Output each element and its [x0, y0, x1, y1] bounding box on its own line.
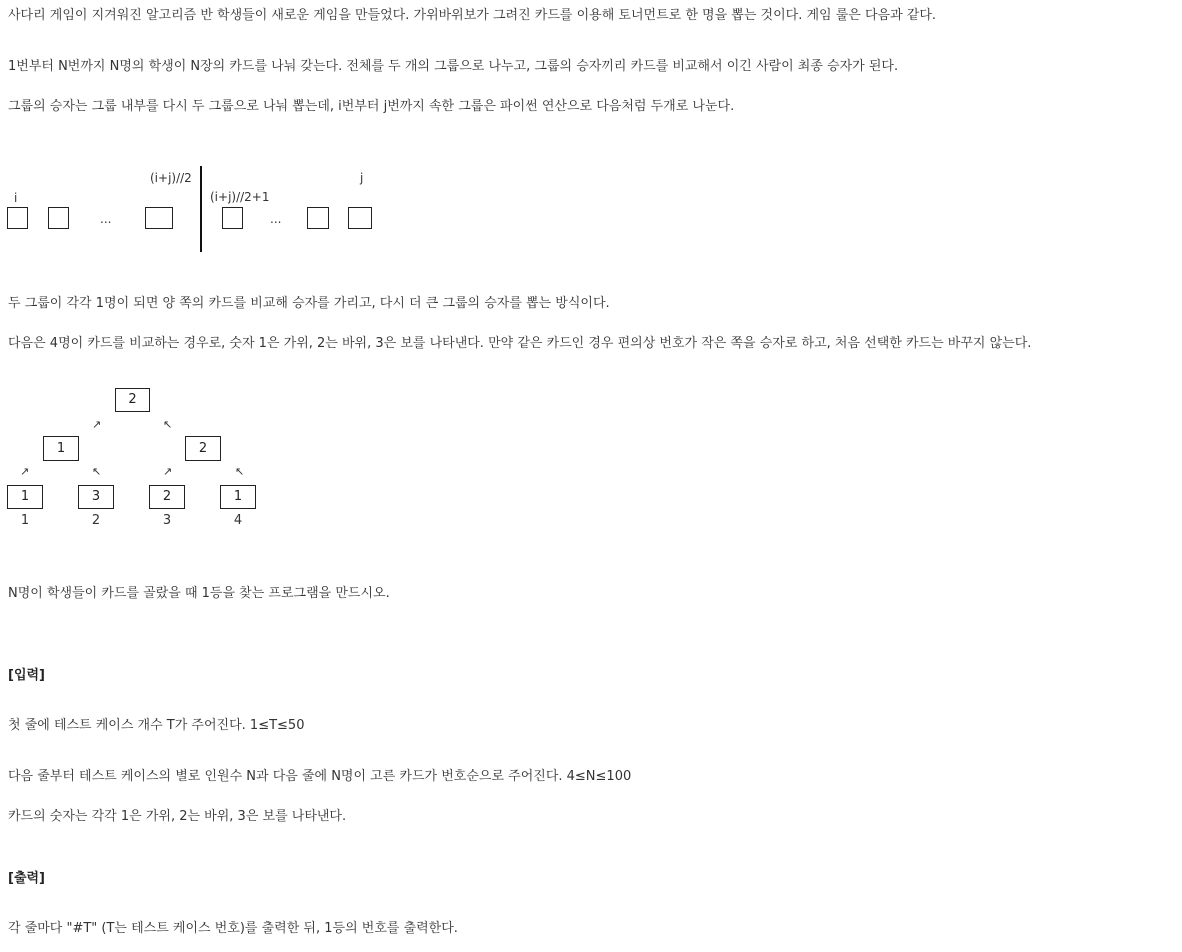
label-mid: (i+j)//2 — [150, 171, 192, 185]
card-box — [48, 207, 69, 229]
card-box-mid-plus — [222, 207, 243, 229]
output-line-1: 각 줄마다 "#T" (T는 테스트 케이스 번호)를 출력한 뒤, 1등의 번호를 출력한다. — [8, 921, 458, 936]
rules-paragraph: 1번부터 N번까지 N명의 학생이 N장의 카드를 나눠 갖는다. 전체를 두 개의 그룹으로 나누고, 그룹의 승자끼리 카드를 비교해서 이긴 사람이 최종 승자가 된다. — [8, 59, 899, 74]
intro-paragraph: 사다리 게임이 지겨워진 알고리즘 반 학생들이 새로운 게임을 만들었다. 가위바위보가 그려진 카드를 이용해 토너먼트로 한 명을 뽑는 것이다. 게임 룰은 다음과 같다. — [8, 8, 937, 23]
compare-paragraph: 두 그룹이 각각 1명이 되면 양 쪽의 카드를 비교해 승자를 가리고, 다시 더 큰 그룹의 승자를 뽑는 방식이다. — [8, 296, 610, 311]
card-box-mid — [145, 207, 173, 229]
input-line-3: 카드의 숫자는 각각 1은 가위, 2는 바위, 3은 보를 나타낸다. — [8, 809, 347, 824]
tree-level1-right: 2 — [185, 436, 221, 461]
tree-level1-left: 1 — [43, 436, 79, 461]
input-line-2: 다음 줄부터 테스트 케이스의 별로 인원수 N과 다음 줄에 N명이 고른 카드가 번호순으로 주어진다. 4≤N≤100 — [8, 769, 632, 784]
label-mid-plus: (i+j)//2+1 — [210, 190, 270, 204]
label-j: j — [360, 171, 364, 185]
input-heading: [입력] — [8, 668, 45, 683]
tree-index: 4 — [233, 513, 243, 528]
card-box — [7, 207, 28, 229]
card-box — [307, 207, 329, 229]
arrow-up-right-icon: ↗ — [163, 465, 173, 478]
arrow-up-right-icon: ↗ — [92, 418, 102, 431]
ellipsis-right: ... — [270, 212, 282, 226]
tree-leaf: 1 — [220, 485, 256, 509]
task-paragraph: N명이 학생들이 카드를 골랐을 때 1등을 찾는 프로그램을 만드시오. — [8, 586, 390, 601]
example-paragraph: 다음은 4명이 카드를 비교하는 경우로, 숫자 1은 가위, 2는 바위, 3은 보를 나타낸다. 만약 같은 카드인 경우 편의상 번호가 작은 쪽을 승자로 하고, 처음 선택한 카드는 바꾸지 않는다. — [8, 336, 1032, 351]
arrow-up-left-icon: ↖ — [92, 465, 102, 478]
tree-leaf: 3 — [78, 485, 114, 509]
input-line-1: 첫 줄에 테스트 케이스 개수 T가 주어진다. 1≤T≤50 — [8, 718, 305, 733]
tree-root: 2 — [115, 388, 150, 412]
tree-index: 1 — [20, 513, 30, 528]
card-box-j — [348, 207, 372, 229]
tree-leaf: 1 — [7, 485, 43, 509]
arrow-up-right-icon: ↗ — [20, 465, 30, 478]
tree-index: 3 — [162, 513, 172, 528]
ellipsis-left: ... — [100, 212, 112, 226]
arrow-up-left-icon: ↖ — [163, 418, 173, 431]
tree-leaf: 2 — [149, 485, 185, 509]
split-divider — [200, 166, 202, 252]
label-i: i — [14, 191, 18, 205]
group-split-paragraph: 그룹의 승자는 그룹 내부를 다시 두 그룹으로 나눠 뽑는데, i번부터 j번까지 속한 그룹은 파이썬 연산으로 다음처럼 두개로 나눈다. — [8, 99, 735, 114]
output-heading: [출력] — [8, 871, 45, 886]
arrow-up-left-icon: ↖ — [235, 465, 245, 478]
tree-index: 2 — [91, 513, 101, 528]
